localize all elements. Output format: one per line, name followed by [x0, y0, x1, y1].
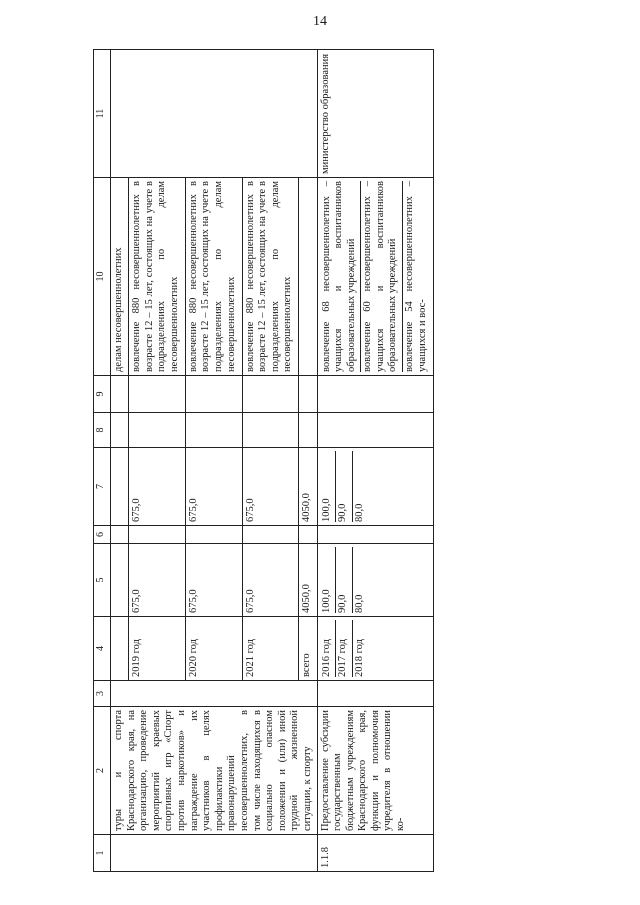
header-row	[94, 50, 111, 872]
year-cell: 2016 год	[320, 620, 337, 677]
year-list-cell	[317, 617, 434, 681]
empty-cell	[111, 526, 129, 544]
executor-cell: министерство образования	[317, 50, 434, 178]
regional-cell: 100,0	[320, 451, 337, 522]
empty-cell	[242, 413, 299, 448]
empty-cell	[129, 526, 186, 544]
result-cell: делам несовершеннолетних	[111, 178, 129, 376]
header-cell: 4	[94, 617, 111, 681]
table-row	[111, 50, 129, 872]
measure-number-cell: 1.1.8	[317, 835, 434, 872]
header-cell: 1	[94, 835, 111, 872]
header-cell: 2	[94, 707, 111, 835]
empty-cell	[129, 376, 186, 413]
total-cell: 675,0	[242, 544, 299, 617]
total-list-cell	[317, 544, 434, 617]
total-cell: 80,0	[353, 594, 365, 613]
empty-cell	[299, 526, 317, 544]
empty-cell	[185, 526, 242, 544]
measure-description: Предоставление субсидии государственным бюджетным учреждениям Краснодарского края, функции и полномочия учредителя в отношении ко-	[317, 707, 434, 835]
measure-number-cell	[111, 835, 318, 872]
regional-cell: 90,0	[336, 451, 353, 522]
total-cell: 90,0	[336, 547, 353, 613]
regional-cell: 4050,0	[299, 448, 317, 526]
empty-cell	[185, 413, 242, 448]
regional-cell: 80,0	[353, 503, 365, 522]
program-measures-table	[93, 49, 434, 872]
result-cell	[299, 178, 317, 376]
empty-cell	[129, 413, 186, 448]
result-cell: вовлечение 54 несовершеннолетних – учащихся и вос-	[404, 181, 428, 372]
regional-cell: 675,0	[242, 448, 299, 526]
header-cell: 8	[94, 413, 111, 448]
executor-cell	[111, 50, 318, 178]
empty-cell	[242, 526, 299, 544]
result-cell: вовлечение 880 несовершеннолетних в возрасте 12 – 15 лет, состоящих на учете в подразделениях по делам несовершеннолетних	[185, 178, 242, 376]
empty-cell	[317, 681, 434, 707]
total-cell: 100,0	[320, 547, 337, 613]
empty-cell	[242, 376, 299, 413]
empty-cell	[317, 376, 434, 413]
empty-cell	[317, 413, 434, 448]
header-cell: 9	[94, 376, 111, 413]
measure-description: туры и спорта Краснодарского края, на организацию, проведение мероприятий краевых спортивных игр «Спорт против наркотиков» и награждение их участников в целях профилактики правонарушений несовершеннолетних, в том числе находящихся в социально опасном положении и (или) иной трудной жизненной ситуации, к спорту	[111, 707, 318, 835]
empty-cell	[299, 413, 317, 448]
header-cell: 10	[94, 178, 111, 376]
header-cell: 6	[94, 526, 111, 544]
year-cell: 2021 год	[242, 617, 299, 681]
table-stage	[93, 50, 544, 872]
header-cell: 5	[94, 544, 111, 617]
page-number: 14	[313, 14, 327, 29]
result-list-cell	[317, 178, 434, 376]
result-cell: вовлечение 60 несовершеннолетних – учащихся и воспитанников образовательных учреждений	[361, 181, 403, 372]
year-cell: 2017 год	[336, 620, 353, 677]
empty-cell	[111, 544, 129, 617]
empty-cell	[299, 376, 317, 413]
empty-cell	[111, 681, 318, 707]
table-row	[317, 50, 434, 872]
result-cell: вовлечение 68 несовершеннолетних – учащихся и воспитанников образовательных учреждений	[320, 181, 362, 372]
total-cell: 675,0	[129, 544, 186, 617]
year-cell: всего	[299, 617, 317, 681]
rotated-table-area	[93, 50, 544, 872]
regional-list-cell	[317, 448, 434, 526]
result-cell: вовлечение 880 несовершеннолетних в возрасте 12 – 15 лет, состоящих на учете в подразделениях по делам несовершеннолетних	[242, 178, 299, 376]
total-cell: 4050,0	[299, 544, 317, 617]
empty-cell	[111, 376, 129, 413]
regional-cell: 675,0	[185, 448, 242, 526]
year-cell: 2018 год	[353, 639, 365, 677]
header-cell: 11	[94, 50, 111, 178]
total-cell: 675,0	[185, 544, 242, 617]
empty-cell	[317, 526, 434, 544]
empty-cell	[111, 448, 129, 526]
year-cell: 2019 год	[129, 617, 186, 681]
result-cell: вовлечение 880 несовершеннолетних в возрасте 12 – 15 лет, состоящих на учете в подразделениях по делам несовершеннолетних	[129, 178, 186, 376]
regional-cell: 675,0	[129, 448, 186, 526]
year-cell: 2020 год	[185, 617, 242, 681]
empty-cell	[185, 376, 242, 413]
header-cell: 7	[94, 448, 111, 526]
empty-cell	[111, 413, 129, 448]
header-cell: 3	[94, 681, 111, 707]
empty-cell	[111, 617, 129, 681]
